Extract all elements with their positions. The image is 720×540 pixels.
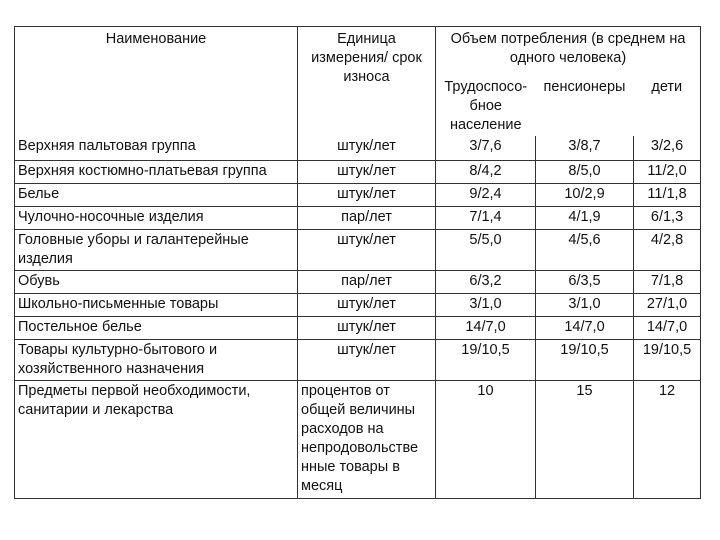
table-row bbox=[15, 230, 701, 271]
row-unit: штук/лет bbox=[298, 230, 436, 271]
row-workers: 3/7,6 bbox=[436, 136, 536, 161]
table-row bbox=[15, 340, 701, 381]
row-pensioners: 4/1,9 bbox=[536, 207, 634, 230]
row-name: Белье bbox=[15, 184, 298, 207]
header-name: Наименование bbox=[15, 27, 298, 136]
row-workers: 3/1,0 bbox=[436, 294, 536, 317]
row-unit: пар/лет bbox=[298, 271, 436, 294]
row-unit: процентов от общей величины расходов на непродовольстве нные товары в месяц bbox=[298, 381, 436, 499]
table-row bbox=[15, 207, 701, 230]
row-name: Верхняя костюмно-платьевая группа bbox=[15, 161, 298, 184]
table-row bbox=[15, 136, 701, 161]
row-pensioners: 4/5,6 bbox=[536, 230, 634, 271]
header-unit: Единица измерения/ срок износа bbox=[298, 27, 436, 136]
header-pensioners: пенсионеры bbox=[543, 78, 626, 95]
row-workers: 5/5,0 bbox=[436, 230, 536, 271]
row-name: Предметы первой необходимости, санитарии и лекарства bbox=[15, 381, 298, 499]
row-name: Чулочно-носочные изделия bbox=[15, 207, 298, 230]
consumption-table bbox=[14, 26, 701, 499]
row-pensioners: 6/3,5 bbox=[536, 271, 634, 294]
row-name: Товары культурно-бытового и хозяйственного назначения bbox=[15, 340, 298, 381]
header-row-top bbox=[15, 27, 701, 77]
row-children: 12 bbox=[634, 381, 701, 499]
row-workers: 8/4,2 bbox=[436, 161, 536, 184]
header-volume: Объем потребления (в среднем на одного человека) bbox=[436, 27, 701, 77]
row-workers: 6/3,2 bbox=[436, 271, 536, 294]
row-workers: 9/2,4 bbox=[436, 184, 536, 207]
row-unit: штук/лет bbox=[298, 184, 436, 207]
row-unit: штук/лет bbox=[298, 161, 436, 184]
row-pensioners: 8/5,0 bbox=[536, 161, 634, 184]
row-unit: штук/лет bbox=[298, 340, 436, 381]
row-pensioners: 10/2,9 bbox=[536, 184, 634, 207]
table-row bbox=[15, 271, 701, 294]
row-name: Школьно-письменные товары bbox=[15, 294, 298, 317]
row-name: Головные уборы и галантерейные изделия bbox=[15, 230, 298, 271]
row-name: Верхняя пальтовая группа bbox=[15, 136, 298, 161]
table-row bbox=[15, 184, 701, 207]
row-pensioners: 15 bbox=[536, 381, 634, 499]
row-unit: штук/лет bbox=[298, 317, 436, 340]
row-children: 6/1,3 bbox=[634, 207, 701, 230]
table-row bbox=[15, 294, 701, 317]
row-pensioners: 3/8,7 bbox=[536, 136, 634, 161]
row-workers: 14/7,0 bbox=[436, 317, 536, 340]
row-unit: штук/лет bbox=[298, 294, 436, 317]
row-pensioners: 3/1,0 bbox=[536, 294, 634, 317]
row-name: Обувь bbox=[15, 271, 298, 294]
row-children: 11/1,8 bbox=[634, 184, 701, 207]
row-name: Постельное белье bbox=[15, 317, 298, 340]
row-children: 3/2,6 bbox=[634, 136, 701, 161]
table-row bbox=[15, 161, 701, 184]
row-pensioners: 14/7,0 bbox=[536, 317, 634, 340]
row-unit: пар/лет bbox=[298, 207, 436, 230]
row-pensioners: 19/10,5 bbox=[536, 340, 634, 381]
table-row bbox=[15, 317, 701, 340]
row-workers: 10 bbox=[436, 381, 536, 499]
row-workers: 19/10,5 bbox=[436, 340, 536, 381]
row-unit: штук/лет bbox=[298, 136, 436, 161]
row-workers: 7/1,4 bbox=[436, 207, 536, 230]
row-children: 4/2,8 bbox=[634, 230, 701, 271]
row-children: 27/1,0 bbox=[634, 294, 701, 317]
header-children: дети bbox=[634, 77, 701, 136]
row-children: 14/7,0 bbox=[634, 317, 701, 340]
row-children: 19/10,5 bbox=[634, 340, 701, 381]
table-row bbox=[15, 381, 701, 499]
header-workers: Трудоспосо-бное население bbox=[436, 77, 536, 136]
row-children: 11/2,0 bbox=[634, 161, 701, 184]
row-children: 7/1,8 bbox=[634, 271, 701, 294]
